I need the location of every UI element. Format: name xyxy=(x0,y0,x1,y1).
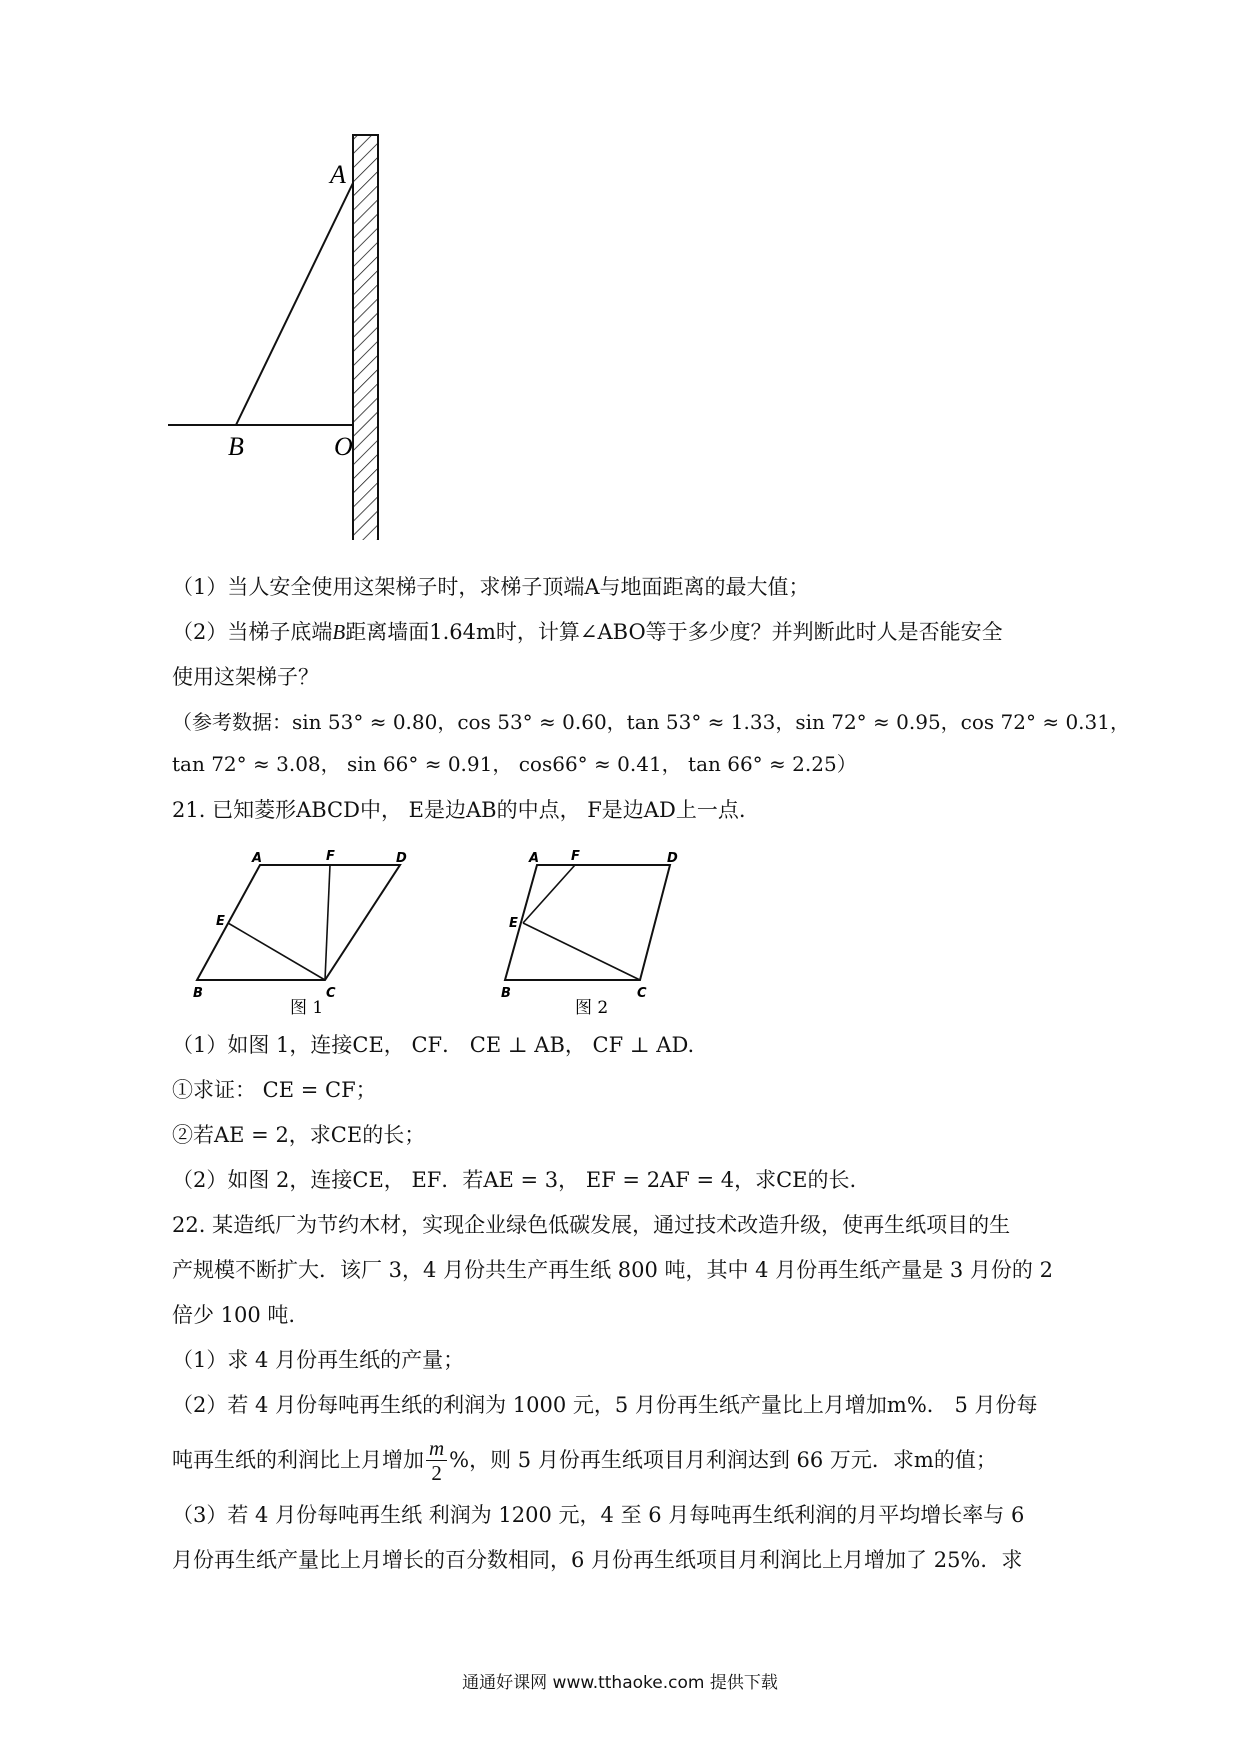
rhombus-figure-1 xyxy=(180,835,420,1015)
fig2-caption: 图 2 xyxy=(575,998,609,1015)
rhombus-figure-2 xyxy=(495,835,695,1015)
fig2-label-F: F xyxy=(571,849,580,864)
fig2-label-A: A xyxy=(529,851,540,866)
fig1-label-F: F xyxy=(326,849,335,864)
q22-part2-line2-a: 吨再生纸的利润比上月增加 xyxy=(172,1448,424,1472)
segment-EF-2 xyxy=(523,865,575,923)
label-B: B xyxy=(228,432,244,461)
wall xyxy=(353,135,378,540)
fig1-label-C: C xyxy=(326,986,336,1001)
q21-stem: 21. 已知菱形ABCD中， E是边AB的中点， F是边AD上一点. xyxy=(172,798,746,822)
fig1-label-A: A xyxy=(252,851,263,866)
fig1-label-B: B xyxy=(193,986,203,1001)
fig2-label-E: E xyxy=(509,916,518,931)
q21-part1-ii: ②若AE = 2，求CE的长； xyxy=(172,1123,426,1147)
fig2-label-C: C xyxy=(637,986,647,1001)
fig1-caption: 图 1 xyxy=(290,998,324,1015)
fig2-label-D: D xyxy=(667,851,678,866)
ladder-line xyxy=(236,183,353,425)
q21-part1-i: ①求证： CE = CF； xyxy=(172,1078,377,1102)
label-O: O xyxy=(334,432,353,461)
q22-part3-line1: （3）若 4 月份每吨再生纸 利润为 1200 元，4 至 6 月每吨再生纸利润的月平均增长率与 6 xyxy=(172,1503,1025,1527)
segment-CE-2 xyxy=(523,923,640,980)
q20-reference-2: tan 72° ≈ 3.08， sin 66° ≈ 0.91， cos66° ≈ 0.41， tan 66° ≈ 2.25） xyxy=(172,752,857,776)
q22-part2-line2-b: %，则 5 月份再生纸项目月利润达到 66 万元．求m的值； xyxy=(449,1448,997,1472)
q22-part2-line1: （2）若 4 月份每吨再生纸的利润为 1000 元，5 月份再生纸产量比上月增加m%． 5 月份每 xyxy=(172,1393,1038,1417)
q22-part1: （1）求 4 月份再生纸的产量； xyxy=(172,1348,465,1372)
q22-part3-line2: 月份再生纸产量比上月增长的百分数相同，6 月份再生纸项目月利润比上月增加了 25%．求 xyxy=(172,1548,1023,1572)
q20-part2 xyxy=(172,617,1003,647)
label-A: A xyxy=(330,160,346,189)
fig1-label-E: E xyxy=(216,914,225,929)
fig1-label-D: D xyxy=(396,851,407,866)
q21-part2: （2）如图 2，连接CE， EF．若AE = 3， EF = 2AF = 4，求CE的长. xyxy=(172,1168,857,1192)
q20-part2-var: B xyxy=(332,620,346,644)
q20-part1: （1）当人安全使用这架梯子时，求梯子顶端A与地面距离的最大值； xyxy=(172,575,810,599)
q21-part1: （1）如图 1，连接CE， CF． CE ⊥ AB， CF ⊥ AD. xyxy=(172,1033,695,1057)
fraction-denominator: 2 xyxy=(431,1460,442,1485)
q22-stem-1: 22. 某造纸厂为节约木材，实现企业绿色低碳发展，通过技术改造升级，使再生纸项目的生 xyxy=(172,1213,1011,1237)
segment-CF-1 xyxy=(325,865,330,980)
q20-part2-cont: 使用这架梯子？ xyxy=(172,665,319,689)
q22-part2-line2 xyxy=(172,1430,997,1490)
fig2-label-B: B xyxy=(501,986,511,1001)
page-footer: 通通好课网 www.tthaoke.com 提供下载 xyxy=(462,1673,778,1693)
q22-stem-2: 产规模不断扩大．该厂 3，4 月份共生产再生纸 800 吨，其中 4 月份再生纸产量是 3 月份的 2 xyxy=(172,1258,1053,1282)
q20-part2-b: 距离墙面1.64m时，计算∠ABO等于多少度？并判断此时人是否能安全 xyxy=(345,620,1003,644)
q20-part2-a: （2）当梯子底端 xyxy=(172,620,333,644)
fraction-numerator: m xyxy=(426,1436,447,1461)
q22-stem-3: 倍少 100 吨. xyxy=(172,1303,296,1327)
segment-CE-1 xyxy=(228,923,325,980)
rhombus-2 xyxy=(505,865,670,980)
q20-reference-1: （参考数据：sin 53° ≈ 0.80，cos 53° ≈ 0.60，tan 53° ≈ 1.33，sin 72° ≈ 0.95，cos 72° ≈ 0.31， xyxy=(172,710,1130,734)
ladder-figure xyxy=(160,120,440,540)
fraction-m-over-2 xyxy=(426,1436,447,1485)
rhombus-1 xyxy=(197,865,400,980)
